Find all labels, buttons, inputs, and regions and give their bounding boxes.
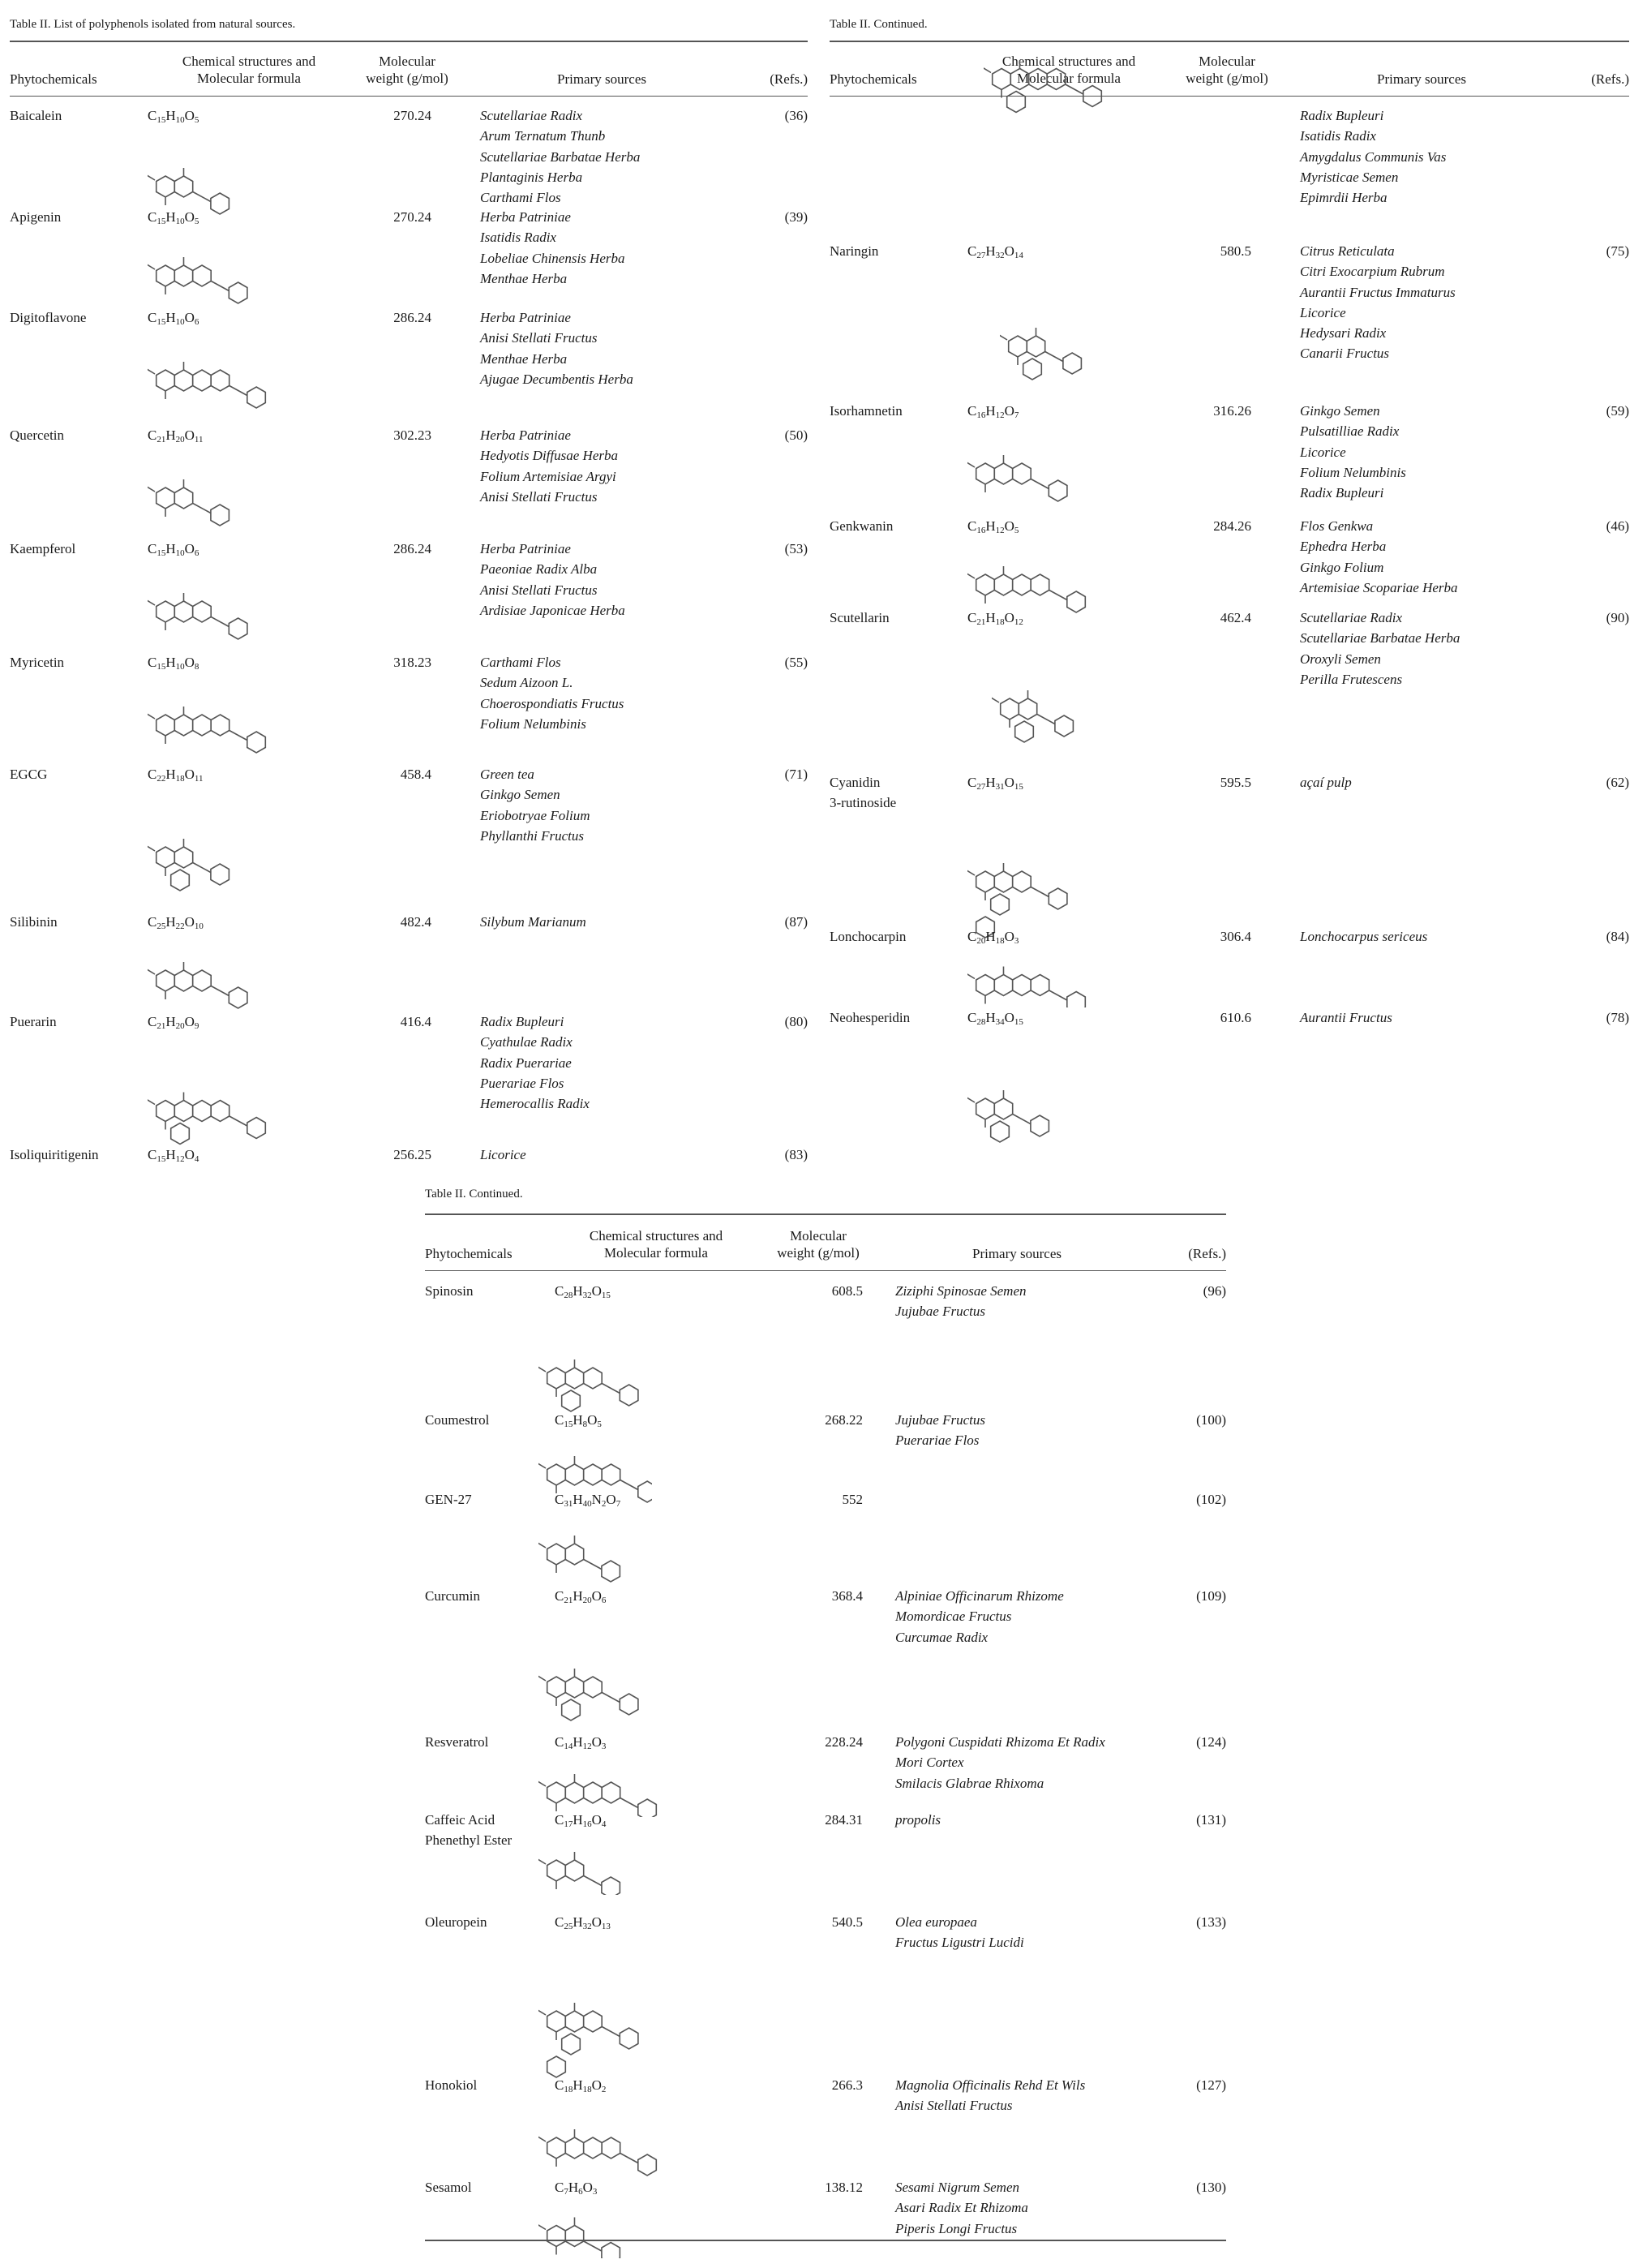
source-item: Anisi Stellati Fructus xyxy=(480,488,598,505)
chemical-structure-diagram xyxy=(538,1846,741,1895)
reference: (46) xyxy=(1606,518,1629,534)
phytochemical-name: Caffeic Acid Phenethyl Ester xyxy=(425,1812,513,1848)
molecular-formula: $C_{27}H_{32}O_{14}$ xyxy=(967,243,1023,260)
chemical-structure-diagram xyxy=(538,1526,782,1583)
source-item: açaí pulp xyxy=(1300,775,1352,790)
source-item: Hedyotis Diffusae Herba xyxy=(480,448,618,464)
molecular-formula: $C_{21}H_{20}O_{11}$ xyxy=(148,427,204,445)
molecular-formula: $C_{15}H_{10}O_6$ xyxy=(148,310,199,327)
primary-sources xyxy=(1300,516,1458,598)
phytochemical-name: Silibinin xyxy=(10,914,58,930)
phytochemical-name: Puerarin xyxy=(10,1014,57,1029)
bottom-rule xyxy=(425,2240,1226,2241)
chemical-structure-diagram xyxy=(148,693,302,758)
source-item: Licorice xyxy=(1300,304,1346,320)
phytochemical-name: Isorhamnetin xyxy=(830,403,903,419)
source-item: Licorice xyxy=(480,1147,526,1162)
primary-sources xyxy=(480,207,625,289)
chemical-structure-diagram xyxy=(538,1948,741,2094)
primary-sources xyxy=(480,1145,526,1165)
phytochemical-name: Spinosin xyxy=(425,1283,474,1299)
source-item: Olea europaea xyxy=(895,1914,977,1930)
primary-sources xyxy=(480,912,586,932)
source-item: Curcumae Radix xyxy=(895,1629,989,1645)
header-rule xyxy=(830,96,1629,97)
phytochemical-name: Curcumin xyxy=(425,1588,480,1604)
reference: (102) xyxy=(1196,1492,1226,1507)
chemical-structure-diagram xyxy=(148,579,302,644)
header-refs: (Refs.) xyxy=(770,71,808,87)
reference: (59) xyxy=(1606,403,1629,419)
source-item: Herba Patriniae xyxy=(480,541,571,556)
phytochemical-name: Isoliquiritigenin xyxy=(10,1147,99,1162)
source-item: Plantaginis Herba xyxy=(480,169,583,185)
molecular-formula: $C_{18}H_{18}O_2$ xyxy=(555,2077,607,2094)
reference: (109) xyxy=(1196,1588,1226,1604)
chemical-structure-diagram xyxy=(538,2111,725,2184)
reference: (36) xyxy=(784,108,808,123)
reference: (124) xyxy=(1196,1734,1226,1750)
molecular-weight: 610.6 xyxy=(1220,1010,1251,1025)
source-item: Choerospondiatis Fructus xyxy=(480,695,624,711)
reference: (83) xyxy=(784,1147,808,1162)
molecular-weight: 482.4 xyxy=(400,914,431,930)
molecular-formula: $C_{16}H_{12}O_5$ xyxy=(967,518,1019,535)
source-item: Silybum Marianum xyxy=(480,914,586,930)
primary-sources xyxy=(895,1810,941,1830)
chemical-structure-diagram xyxy=(148,247,302,304)
source-item: Aurantii Fructus Immaturus xyxy=(1300,284,1456,300)
phytochemical-name: Lonchocarpin xyxy=(830,929,907,944)
primary-sources xyxy=(480,105,640,208)
primary-sources xyxy=(1300,105,1446,208)
source-item: Radix Bupleuri xyxy=(1300,485,1384,501)
header-primary-sources: Primary sources xyxy=(1376,71,1466,87)
header-phytochemicals: Phytochemicals xyxy=(10,71,97,87)
header-primary-sources: Primary sources xyxy=(971,1246,1062,1261)
source-item: Herba Patriniae xyxy=(480,310,571,325)
molecular-formula: $C_{25}H_{32}O_{13}$ xyxy=(555,1914,611,1931)
primary-sources xyxy=(895,2177,1028,2239)
source-item: Green tea xyxy=(480,767,534,782)
reference: (84) xyxy=(1606,929,1629,944)
source-item: Epimrdii Herba xyxy=(1300,190,1388,206)
phytochemical-name: Oleuropein xyxy=(425,1914,487,1930)
reference: (100) xyxy=(1196,1412,1226,1428)
molecular-weight: 228.24 xyxy=(825,1734,863,1750)
molecular-weight: 458.4 xyxy=(400,767,431,782)
source-item: Myristicae Semen xyxy=(1300,169,1399,185)
molecular-formula: $C_7H_6O_3$ xyxy=(555,2180,598,2197)
reference: (90) xyxy=(1606,610,1629,625)
source-item: Fructus Ligustri Lucidi xyxy=(895,1935,1024,1951)
source-item: Puerariae Flos xyxy=(480,1075,564,1091)
source-item: Folium Nelumbinis xyxy=(480,715,586,732)
phytochemical-name: Digitoflavone xyxy=(10,310,87,325)
molecular-weight: 286.24 xyxy=(393,541,431,556)
molecular-formula: $C_{15}H_{10}O_6$ xyxy=(148,541,199,558)
primary-sources xyxy=(480,652,624,734)
source-item: Ginkgo Folium xyxy=(1300,559,1384,575)
source-item: Alpiniae Officinarum Rhizome xyxy=(895,1588,1064,1604)
source-item: Licorice xyxy=(1300,444,1346,460)
top-rule xyxy=(425,1213,1226,1215)
source-item: Cyathulae Radix xyxy=(480,1034,573,1050)
phytochemical-name: Genkwanin xyxy=(830,518,894,534)
top-rule xyxy=(10,41,808,42)
source-item: Oroxyli Semen xyxy=(1300,651,1381,667)
source-item: Anisi Stellati Fructus xyxy=(480,582,598,598)
phytochemical-name: Coumestrol xyxy=(425,1412,490,1428)
molecular-weight: 595.5 xyxy=(1220,775,1251,790)
source-item: Isatidis Radix xyxy=(480,230,556,246)
source-item: Scutellariae Barbatae Herba xyxy=(480,148,641,165)
phytochemical-name: EGCG xyxy=(10,767,48,782)
source-item: Anisi Stellati Fructus xyxy=(895,2098,1013,2114)
chemical-structure-diagram xyxy=(148,466,302,530)
molecular-weight: 540.5 xyxy=(831,1914,863,1930)
primary-sources xyxy=(895,1586,1064,1647)
reference: (127) xyxy=(1196,2077,1226,2093)
molecular-weight: 306.4 xyxy=(1220,929,1251,944)
molecular-formula: $C_{21}H_{20}O_6$ xyxy=(555,1588,607,1605)
source-item: Scutellariae Radix xyxy=(480,108,583,123)
source-item: Momordicae Fructus xyxy=(895,1609,1012,1625)
header-phytochemicals: Phytochemicals xyxy=(830,71,917,87)
source-item: Piperis Longi Fructus xyxy=(895,2220,1018,2236)
molecular-weight: 302.23 xyxy=(393,427,431,443)
chemical-structure-diagram xyxy=(148,805,302,910)
table-caption: Table II. Continued. xyxy=(425,1188,523,1201)
source-item: Folium Artemisiae Argyi xyxy=(480,468,616,484)
table-polyphenols-part-3 xyxy=(425,1188,1226,2242)
source-item: Scutellariae Radix xyxy=(1300,610,1403,625)
source-item: Lobeliae Chinensis Herba xyxy=(480,250,625,266)
molecular-weight: 138.12 xyxy=(825,2180,863,2195)
phytochemical-name: Baicalein xyxy=(10,108,62,123)
molecular-formula: $C_{15}H_8O_5$ xyxy=(555,1412,602,1429)
source-item: Carthami Flos xyxy=(480,655,561,670)
source-item: Anisi Stellati Fructus xyxy=(480,330,598,346)
phytochemical-name: Cyanidin 3-rutinoside xyxy=(830,775,897,810)
header-structure: Chemical structures and Molecular formula xyxy=(1001,54,1136,86)
chemical-structure-diagram xyxy=(148,348,302,413)
source-item: Citri Exocarpium Rubrum xyxy=(1300,264,1445,280)
source-item: Hedysari Radix xyxy=(1300,325,1387,341)
source-item: Sesami Nigrum Semen xyxy=(895,2180,1019,2195)
source-item: Phyllanthi Fructus xyxy=(480,827,584,844)
source-item: Ziziphi Spinosae Semen xyxy=(895,1283,1027,1299)
source-item: Radix Bupleuri xyxy=(1300,108,1384,123)
reference: (71) xyxy=(784,767,808,782)
source-item: Sedum Aizoon L. xyxy=(480,675,573,691)
phytochemical-name: Kaempferol xyxy=(10,541,76,556)
header-refs: (Refs.) xyxy=(1188,1246,1226,1261)
molecular-formula: $C_{27}H_{31}O_{15}$ xyxy=(967,775,1023,792)
source-item: Asari Radix Et Rhizoma xyxy=(895,2200,1028,2216)
header-molecular-weight: Molecular weight (g/mol) xyxy=(366,54,448,86)
phytochemical-name: Naringin xyxy=(830,243,879,259)
source-item: Menthae Herba xyxy=(480,270,568,286)
molecular-weight: 462.4 xyxy=(1220,610,1251,625)
phytochemical-name: Neohesperidin xyxy=(830,1010,911,1025)
molecular-formula: $C_{14}H_{12}O_3$ xyxy=(555,1734,607,1751)
top-rule xyxy=(830,41,1629,42)
header-structure: Chemical structures and Molecular formula xyxy=(589,1228,723,1261)
source-item: Flos Genkwa xyxy=(1300,518,1374,534)
reference: (39) xyxy=(784,209,808,225)
header-rule xyxy=(425,1270,1226,1271)
molecular-formula: $C_{21}H_{20}O_9$ xyxy=(148,1014,199,1031)
primary-sources xyxy=(1300,401,1406,503)
source-item: Perilla Frutescens xyxy=(1300,671,1403,687)
molecular-weight: 256.25 xyxy=(393,1147,431,1162)
source-item: propolis xyxy=(895,1812,941,1828)
source-item: Arum Ternatum Thunb xyxy=(480,128,606,144)
reference: (87) xyxy=(784,914,808,930)
chemical-structure-diagram xyxy=(967,963,1138,1007)
reference: (78) xyxy=(1606,1010,1629,1025)
source-item: Radix Bupleuri xyxy=(480,1014,564,1029)
source-item: Eriobotryae Folium xyxy=(480,807,590,823)
molecular-weight: 580.5 xyxy=(1220,243,1251,259)
phytochemical-name: Honokiol xyxy=(425,2077,478,2093)
primary-sources xyxy=(480,764,590,846)
source-item: Ginkgo Semen xyxy=(1300,403,1380,419)
chemical-structure-diagram xyxy=(967,556,1122,613)
molecular-weight: 318.23 xyxy=(393,655,431,670)
molecular-weight: 266.3 xyxy=(831,2077,863,2093)
molecular-weight: 286.24 xyxy=(393,310,431,325)
header-molecular-weight: Molecular weight (g/mol) xyxy=(1186,54,1268,86)
molecular-weight: 284.26 xyxy=(1213,518,1251,534)
source-item: Isatidis Radix xyxy=(1300,128,1376,144)
source-item: Puerariae Flos xyxy=(895,1433,980,1449)
molecular-formula: $C_{22}H_{18}O_{11}$ xyxy=(148,767,204,784)
primary-sources xyxy=(895,1281,1027,1322)
header-refs: (Refs.) xyxy=(1591,71,1629,87)
source-item: Menthae Herba xyxy=(480,350,568,367)
reference: (80) xyxy=(784,1014,808,1029)
source-item: Herba Patriniae xyxy=(480,427,571,443)
header-phytochemicals: Phytochemicals xyxy=(425,1246,513,1261)
molecular-weight: 552 xyxy=(842,1492,863,1507)
molecular-formula: $C_{21}H_{18}O_{12}$ xyxy=(967,610,1023,627)
primary-sources xyxy=(1300,1007,1392,1028)
molecular-weight: 284.31 xyxy=(825,1812,863,1828)
molecular-formula: $C_{28}H_{32}O_{15}$ xyxy=(555,1283,611,1300)
reference: (96) xyxy=(1203,1283,1226,1299)
molecular-weight: 416.4 xyxy=(400,1014,431,1029)
source-item: Artemisiae Scopariae Herba xyxy=(1300,579,1458,595)
primary-sources xyxy=(480,539,625,621)
primary-sources xyxy=(1300,241,1456,364)
phytochemical-name: Scutellarin xyxy=(830,610,890,625)
source-item: Canarii Fructus xyxy=(1300,346,1390,362)
molecular-formula: $C_{16}H_{12}O_7$ xyxy=(967,403,1019,420)
reference: (50) xyxy=(784,427,808,443)
source-item: Lonchocarpus sericeus xyxy=(1300,929,1428,944)
phytochemical-name: Apigenin xyxy=(10,209,62,225)
molecular-formula: $C_{15}H_{12}O_4$ xyxy=(148,1147,199,1164)
source-item: Jujubae Fructus xyxy=(895,1304,985,1320)
source-item: Aurantii Fructus xyxy=(1300,1010,1392,1025)
header-primary-sources: Primary sources xyxy=(556,71,646,87)
molecular-weight: 268.22 xyxy=(825,1412,863,1428)
source-item: Mori Cortex xyxy=(895,1755,964,1771)
molecular-formula: $C_{17}H_{16}O_4$ xyxy=(555,1812,607,1829)
chemical-structure-diagram xyxy=(992,648,1170,770)
source-item: Polygoni Cuspidati Rhizoma Et Radix xyxy=(895,1734,1105,1750)
primary-sources xyxy=(480,1012,590,1114)
chemical-structure-diagram xyxy=(1000,281,1154,411)
source-item: Jujubae Fructus xyxy=(895,1412,985,1428)
source-item: Paeoniae Radix Alba xyxy=(480,561,598,578)
primary-sources xyxy=(480,425,618,507)
phytochemical-name: Resveratrol xyxy=(425,1734,489,1750)
molecular-formula: $C_{25}H_{22}O_{10}$ xyxy=(148,914,204,931)
reference: (75) xyxy=(1606,243,1629,259)
molecular-formula: $C_{15}H_{10}O_8$ xyxy=(148,655,199,672)
reference: (55) xyxy=(784,655,808,670)
primary-sources xyxy=(1300,926,1427,947)
source-item: Ginkgo Semen xyxy=(480,787,560,803)
source-item: Folium Nelumbinis xyxy=(1300,464,1406,480)
source-item: Herba Patriniae xyxy=(480,209,571,225)
phytochemical-name: Myricetin xyxy=(10,655,65,670)
molecular-weight: 270.24 xyxy=(393,209,431,225)
table-caption: Table II. List of polyphenols isolated from natural sources. xyxy=(10,18,296,31)
primary-sources xyxy=(1300,608,1460,689)
primary-sources xyxy=(895,1912,1024,1953)
molecular-formula: $C_{28}H_{34}O_{15}$ xyxy=(967,1010,1023,1027)
primary-sources xyxy=(895,1410,985,1451)
table-caption: Table II. Continued. xyxy=(830,18,928,31)
primary-sources xyxy=(895,2075,1085,2116)
header-molecular-weight: Molecular weight (g/mol) xyxy=(777,1228,860,1261)
table-polyphenols-part-2 xyxy=(830,18,1629,1170)
primary-sources xyxy=(1300,772,1352,793)
source-item: Radix Puerariae xyxy=(480,1055,572,1071)
primary-sources xyxy=(895,1732,1105,1793)
primary-sources xyxy=(480,307,633,389)
source-item: Hemerocallis Radix xyxy=(480,1096,590,1112)
header-structure: Chemical structures and Molecular formula xyxy=(182,54,316,86)
molecular-weight: 316.26 xyxy=(1213,403,1251,419)
reference: (53) xyxy=(784,541,808,556)
source-item: Ephedra Herba xyxy=(1300,539,1387,555)
source-item: Amygdalus Communis Vas xyxy=(1300,148,1447,165)
source-item: Pulsatilliae Radix xyxy=(1300,423,1400,440)
phytochemical-name: GEN-27 xyxy=(425,1492,472,1507)
header-rule xyxy=(10,96,808,97)
reference: (130) xyxy=(1196,2180,1226,2195)
source-item: Citrus Reticulata xyxy=(1300,243,1395,259)
source-item: Smilacis Glabrae Rhixoma xyxy=(895,1775,1044,1791)
molecular-weight: 368.4 xyxy=(831,1588,863,1604)
chemical-structure-diagram xyxy=(967,1044,1154,1174)
reference: (131) xyxy=(1196,1812,1226,1828)
chemical-structure-diagram xyxy=(967,441,1122,506)
molecular-formula: $C_{31}H_{40}N_2O_7$ xyxy=(555,1492,621,1509)
source-item: Ardisiae Japonicae Herba xyxy=(480,602,625,618)
reference: (62) xyxy=(1606,775,1629,790)
source-item: Scutellariae Barbatae Herba xyxy=(1300,630,1460,646)
chemical-structure-diagram xyxy=(984,24,1138,134)
phytochemical-name: Quercetin xyxy=(10,427,65,443)
molecular-formula: $C_{15}H_{10}O_5$ xyxy=(148,108,199,125)
molecular-weight: 270.24 xyxy=(393,108,431,123)
molecular-weight: 608.5 xyxy=(831,1283,863,1299)
source-item: Ajugae Decumbentis Herba xyxy=(480,371,633,387)
chemical-structure-diagram xyxy=(148,952,415,1009)
phytochemical-name: Sesamol xyxy=(425,2180,472,2195)
molecular-formula: $C_{20}H_{18}O_3$ xyxy=(967,929,1019,946)
reference: (133) xyxy=(1196,1914,1226,1930)
molecular-formula: $C_{15}H_{10}O_5$ xyxy=(148,209,199,226)
chemical-structure-diagram xyxy=(538,2214,652,2258)
table-polyphenols-part-1 xyxy=(10,18,808,1170)
source-item: Carthami Flos xyxy=(480,190,561,206)
source-item: Magnolia Officinalis Rehd Et Wils xyxy=(895,2077,1086,2093)
